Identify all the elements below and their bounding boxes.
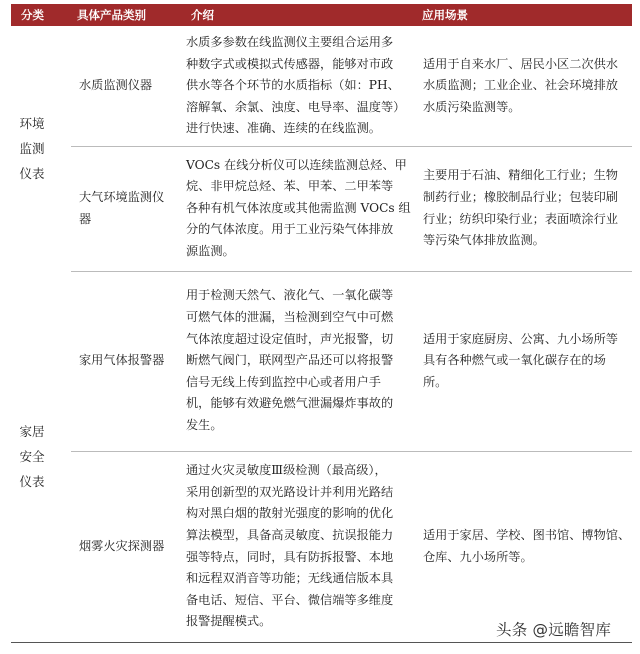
intro-text-line: 算法模型，具备高灵敏度、抗误报能力: [186, 527, 394, 542]
intro-text-line: 构对黑白烟的散射光强度的影响的优化: [186, 506, 394, 521]
intro-text-line: 源监测。: [186, 243, 235, 258]
header-scenario: 应用场景: [422, 8, 468, 22]
intro-text-line: 通过火灾灵敏度Ⅲ级检测（最高级），: [186, 463, 387, 478]
intro-text-line: 种数字式或模拟式传感器，能够对市政: [186, 56, 394, 71]
category-label: 安全: [19, 449, 45, 464]
scenario-text-line: 制药行业；橡胶制品行业；包装印刷: [423, 189, 618, 204]
intro-text-line: 分的气体浓度。用于工业污染气体排放: [186, 222, 394, 237]
scenario-text-line: 具有各种燃气或一氧化碳存在的场: [423, 353, 606, 368]
intro-text-line: 发生。: [186, 418, 223, 432]
intro-text-line: 和远程双消音等功能；无线通信版本具: [186, 571, 394, 586]
intro-text-line: 信号无线上传到监控中心或者用户手: [186, 374, 381, 389]
table-header: [11, 4, 632, 26]
scenario-text-line: 行业；纺织印染行业；表面喷涂行业: [423, 211, 618, 226]
header-category: 分类: [21, 8, 44, 22]
intro-text-line: 报警提醒模式。: [186, 614, 272, 629]
scenario-text-line: 等污染气体排放监测。: [423, 233, 545, 248]
intro-text-line: 各种有机气体浓度或其他需监测 VOCs 组: [186, 200, 411, 215]
scenario-text-line: 仓库、九小场所等。: [423, 549, 533, 564]
intro-text-line: 烷、非甲烷总烃、苯、甲苯、二甲苯等: [186, 179, 394, 194]
category-label: 仪表: [19, 166, 45, 181]
group-divider: [71, 271, 632, 272]
product-name: 大气环境监测仪: [79, 189, 165, 204]
intro-text-line: 断燃气阀门，联网型产品还可以将报警: [186, 353, 394, 368]
product-name: 家用气体报警器: [79, 353, 165, 368]
product-name: 器: [79, 211, 92, 226]
intro-text-line: 采用创新型的双光路设计并利用光路结: [186, 484, 394, 499]
row-divider: [71, 146, 632, 147]
category-label: 环境: [19, 116, 45, 131]
scenario-text-line: 所。: [423, 374, 448, 389]
product-name: 烟雾火灾探测器: [79, 538, 165, 553]
category-label: 家居: [19, 424, 45, 439]
scenario-text-line: 水质污染监测等。: [423, 99, 521, 114]
intro-text-line: 供水等各个环节的水质指标（如：PH、: [186, 78, 400, 93]
scenario-text-line: 适用于家居、学校、图书馆、博物馆、: [423, 527, 631, 542]
row-divider: [71, 451, 632, 452]
intro-text-line: 强等特点，同时，具有防拆报警、本地: [186, 549, 394, 564]
intro-text-line: 可燃气体的泄漏，当检测到空气中可燃: [186, 310, 394, 324]
intro-text-line: 用于检测天然气、液化气、一氧化碳等: [186, 288, 394, 303]
intro-text-line: 溶解氧、余氯、浊度、电导率、温度等）: [186, 99, 406, 114]
intro-text-line: 水质多参数在线监测仪主要组合运用多: [186, 35, 394, 49]
intro-text-line: 机，能够有效避免燃气泄漏爆炸事故的: [186, 396, 394, 411]
header-product: 具体产品类别: [77, 8, 146, 22]
table-bottom-rule: [11, 642, 632, 643]
intro-text-line: 进行快速、准确、连续的在线监测。: [186, 121, 381, 136]
scenario-text-line: 适用于家庭厨房、公寓、九小场所等: [423, 331, 618, 346]
category-label: 仪表: [19, 474, 45, 489]
intro-text-line: 气体浓度超过设定值时，声光报警，切: [186, 331, 394, 346]
scenario-text-line: 水质监测；工业企业、社会环境排放: [423, 78, 618, 93]
category-label: 监测: [19, 141, 45, 156]
scenario-text-line: 适用于自来水厂、居民小区二次供水: [423, 56, 618, 71]
product-name: 水质监测仪器: [79, 78, 153, 93]
scenario-text-line: 主要用于石油、精细化工行业；生物: [423, 168, 618, 183]
header-intro: 介绍: [191, 8, 214, 22]
intro-text-line: 备电话、短信、平台、微信端等多维度: [186, 592, 394, 607]
watermark: 头条 @远瞻智库: [496, 621, 612, 639]
intro-text-line: VOCs 在线分析仪可以连续监测总烃、甲: [186, 157, 407, 172]
